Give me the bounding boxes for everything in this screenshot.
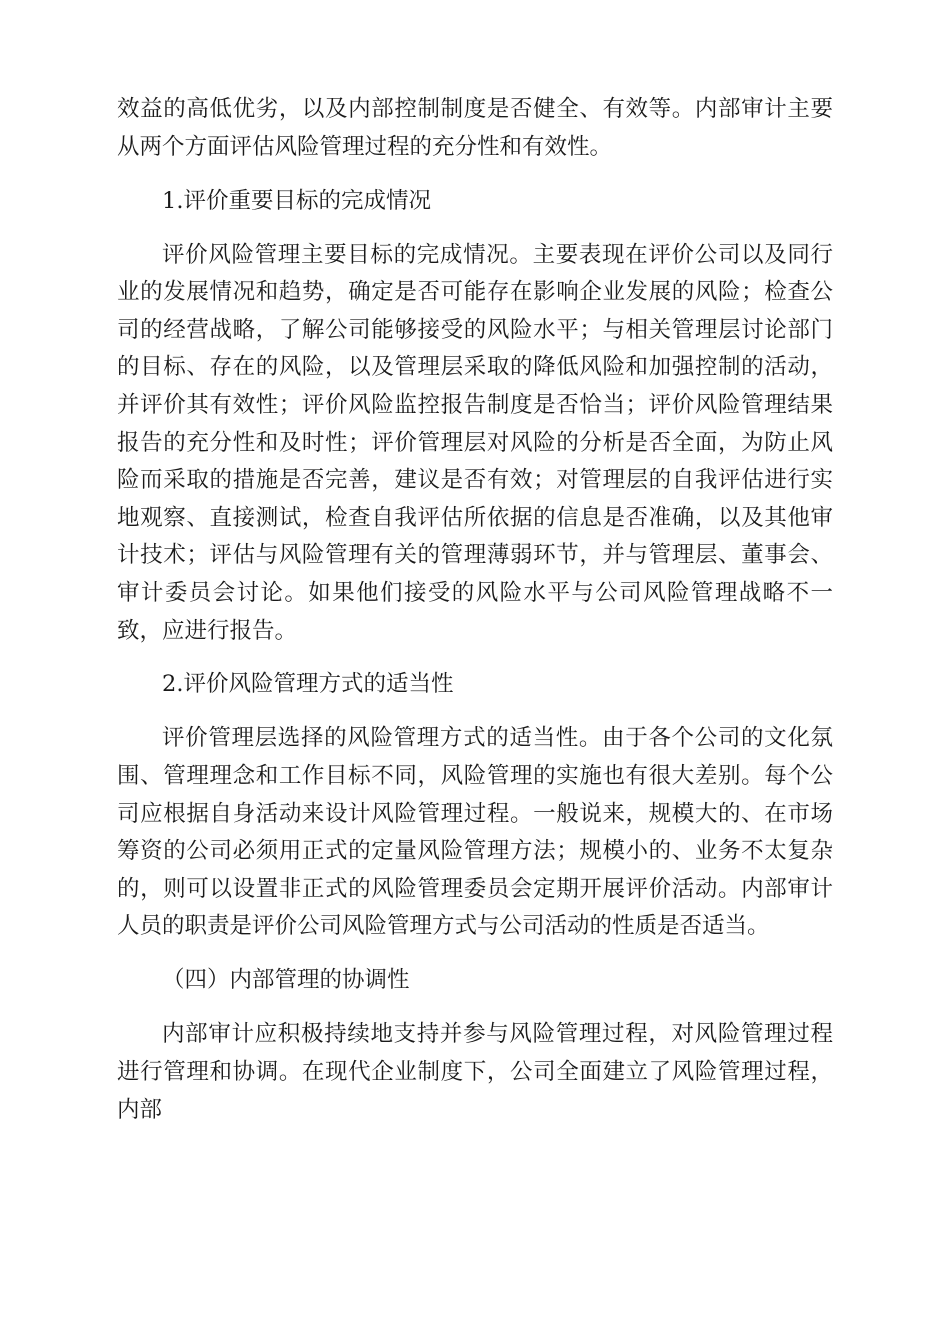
section-heading-1: 1.评价重要目标的完成情况	[162, 187, 431, 214]
body-paragraph: 评价管理层选择的风险管理方式的适当性。由于各个公司的文化氛围、管理理念和工作目标不同，风险管理的实施也有很大差别。每个公司应根据自身活动来设计风险管理过程。一般说来，规模大的、在市场筹资的公司必须用正式的定量风险管理方法；规模小的、业务不太复杂的，则可以设置非正式的风险管理委员会定期开展评价活动。内部审计人员的职责是评价公司风险管理方式与公司活动的性质是否适当。	[117, 725, 833, 940]
section-heading-4: （四）内部管理的协调性	[162, 967, 410, 994]
body-paragraph: 内部审计应积极持续地支持并参与风险管理过程，对风险管理过程进行管理和协调。在现代企业制度下，公司全面建立了风险管理过程，内部	[117, 1021, 833, 1123]
document-body	[117, 91, 833, 1146]
section-heading-2: 2.评价风险管理方式的适当性	[162, 671, 454, 698]
body-paragraph: 评价风险管理主要目标的完成情况。主要表现在评价公司以及同行业的发展情况和趋势，确定是否可能存在影响企业发展的风险；检查公司的经营战略，了解公司能够接受的风险水平；与相关管理层讨论部门的目标、存在的风险，以及管理层采取的降低风险和加强控制的活动，并评价其有效性；评价风险监控报告制度是否恰当；评价风险管理结果报告的充分性和及时性；评价管理层对风险的分析是否全面，为防止风险而采取的措施是否完善，建议是否有效；对管理层的自我评估进行实地观察、直接测试，检查自我评估所依据的信息是否准确，以及其他审计技术；评估与风险管理有关的管理薄弱环节，并与管理层、董事会、审计委员会讨论。如果他们接受的风险水平与公司风险管理战略不一致，应进行报告。	[117, 241, 833, 644]
body-paragraph-continued: 效益的高低优劣，以及内部控制制度是否健全、有效等。内部审计主要从两个方面评估风险管理过程的充分性和有效性。	[117, 96, 833, 160]
